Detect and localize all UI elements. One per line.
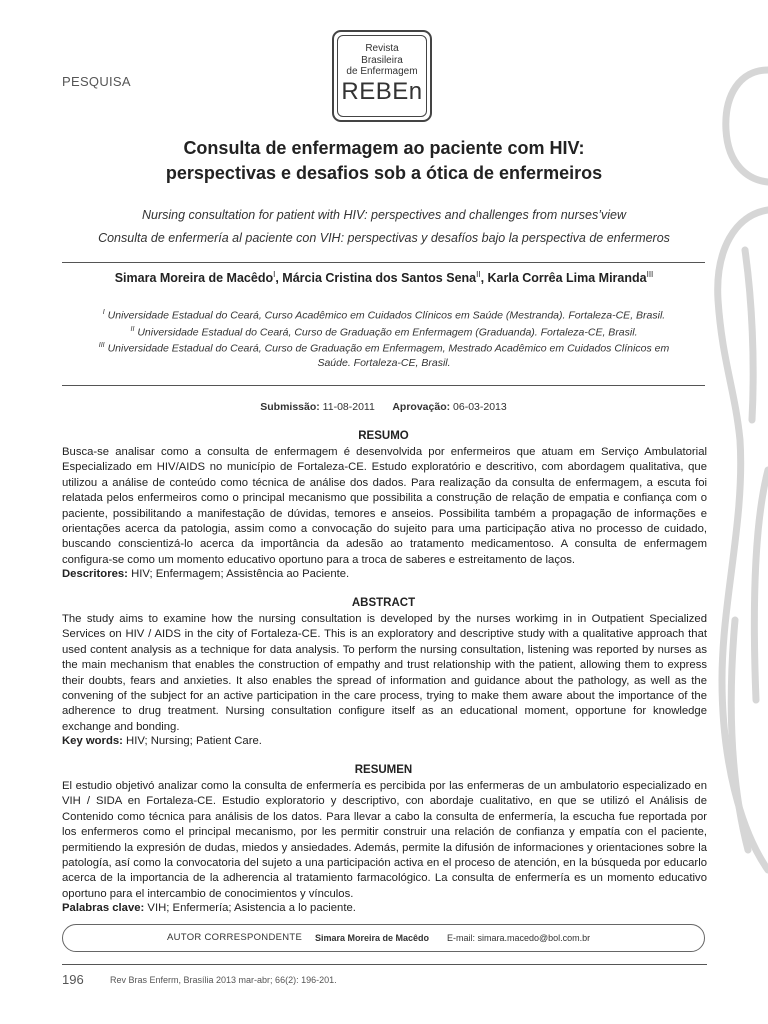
author-sup: III [646,270,654,279]
affiliations [90,306,678,370]
resumo-heading: RESUMO [358,430,409,442]
author-separator: , [480,271,488,286]
author-list [40,270,728,285]
footer-divider [62,964,707,965]
abstract-heading: ABSTRACT [351,597,416,609]
corresponding-author-box [62,924,705,952]
logo-line-2: Brasileira [361,54,403,66]
approval-date: 06-03-2013 [453,401,507,413]
affiliation [90,323,678,340]
divider-bottom [62,385,705,386]
article-title-line-2: perspectivas e desafios sob a ótica de enfermeiros [165,163,603,183]
title-english: Nursing consultation for patient with HIV: perspectives and challenges from nurses’view [141,208,627,222]
page-number: 196 [62,972,84,987]
approval-label: Aprovação: [392,401,451,413]
logo-acronym: REBEn [341,77,423,105]
affiliation [90,339,678,370]
resumo-keywords-value: HIV; Enfermagem; Assistência ao Paciente. [131,568,350,580]
author-separator: , [275,271,283,286]
abstract-keywords-label: Key words: [62,735,123,747]
affiliation [90,306,678,323]
affiliation-sup: I [102,309,105,316]
affiliation-text: Universidade Estadual do Ceará, Curso de Graduação em Enfermagem (Graduanda). Fortaleza-CE, Brasil. [137,326,638,338]
affiliation-sup: III [98,342,105,349]
resumo-keywords-label: Descritores: [62,568,128,580]
author-name: Karla Corrêa Lima Miranda [487,271,647,286]
submission-dates [62,401,705,413]
resumen-keywords-label: Palabras clave: [62,902,145,914]
submission-label: Submissão: [260,401,320,413]
journal-citation: Rev Bras Enferm, Brasília 2013 mar-abr; 66(2): 196-201. [110,975,337,985]
affiliation-sup: II [130,325,135,333]
corresponding-author-name: Simara Moreira de Macêdo [315,933,430,943]
resumen-text: El estudio objetivó analizar como la consulta de enfermería es percibida por las enfermeras de un ambulatorio especializado en VIH / SIDA en Fortaleza-CE. Estudio exploratorio y descriptivo, con abordaje cualitativo, en que se utilizó el Análisis de Contenido como técnica para análisis de los datos. Para llevar a cabo la consulta de enfermería, la escucha fue reportada por los enfermeros como el principal mecanismo, por les permitir construir una relación de confianza y empatía con el paciente, permitiendo la expresión de dudas, miedos y ansiedades. Además, permite la difusión de informaciones y orientaciones sobre la patología, así como la convocatoria del sujeto a una participación activa en el proceso de atención, en la búsqueda por educarlo acerca de la importancia de la adherencia al tratamiento farmacológico. La consulta de enfermería es un momento educativo oportuno para el intercambio de conocimientos y vínculos. [62,780,707,900]
affiliation-text: Universidade Estadual do Ceará, Curso de Graduação em Enfermagem, Mestrado Acadêmico em Cuidados Clínicos em Saúde. Fortaleza-CE, Brasil. [107,342,670,369]
resumen-heading: RESUMEN [354,764,413,776]
submission-date: 11-08-2011 [322,401,375,413]
abstract-keywords [62,734,707,749]
author-name: Simara Moreira de Macêdo [114,271,274,286]
resumen-keywords-value: VIH; Enfermería; Asistencia a lo paciente. [147,902,356,914]
article-title-line-1: Consulta de enfermagem ao paciente com HIV: [183,138,585,158]
abstract-text: The study aims to examine how the nursing consultation is developed by the nurses workimg in in Outpatient Specialized Services on HIV / AIDS in the city of Fortaleza-CE. This is an exploratory and descriptive study with a qualitative approach that used content analysis as a technique for data analysis. To perform the nursing consultation, listening was reported by nurses as the main mechanism that enables the construction of empathy and trust relationship with the patient, allowing them to express their doubts, fears and anxieties. It also enables the spread of information and guidance about the pathology, as well as the convening of the subject for an active participation in the care process, trying to make them aware about the importance of the adherence to drug treatment. Nursing consultation configure itself as an educational moment, opportune for knowledge exchange and bonding. [62,613,707,733]
affiliation-text: Universidade Estadual do Ceará, Curso Acadêmico em Cuidados Clínicos em Saúde (Mestranda). Fortaleza-CE, Brasil. [107,309,666,322]
article-title [60,136,708,186]
resumo-text: Busca-se analisar como a consulta de enfermagem é desenvolvida por enfermeiros que atuam em Serviço Ambulatorial Especializado em HIV/AIDS no município de Fortaleza-CE. Estudo exploratório e descritivo, com abordagem qualitativa, que utilizou a análise de conteúdo como técnica de análise dos dados. Para realização da consulta de enfermagem, a escuta foi relatada pelos enfermeiros como o principal mecanismo que possibilita a construção de relação de empatia e confiança com o paciente, possibilitando a manifestação de dúvidas, temores e anseios. Possibilita também a propagação de informações e orientações acerca da patologia, assim como a convocação do sujeito para uma participação ativa no processo de cuidado, buscando conscientizá-lo acerca da importância da adesão ao tratamento medicamentoso. A consulta de enfermagem configura-se como um momento educativo oportuno para a troca de saberes e estreitamento de laços. [62,446,707,566]
section-label: PESQUISA [62,74,131,89]
author-sup: I [273,270,276,279]
author-sup: II [476,270,481,279]
corresponding-author-email: E-mail: simara.macedo@bol.com.br [447,933,591,943]
divider-top [62,262,705,263]
abstract-keywords-value: HIV; Nursing; Patient Care. [126,735,262,747]
author-name: Márcia Cristina dos Santos Sena [282,271,477,286]
resumen-keywords [62,901,707,916]
journal-logo [332,30,432,122]
corresponding-author-label: AUTOR CORRESPONDENTE [167,932,303,943]
title-spanish: Consulta de enfermería al paciente con VIH: perspectivas y desafíos bajo la perspectiva de enfermeros [98,231,670,245]
logo-line-1: Revista [365,43,399,54]
logo-line-3: de Enfermagem [346,66,418,77]
resumo-keywords [62,567,707,582]
